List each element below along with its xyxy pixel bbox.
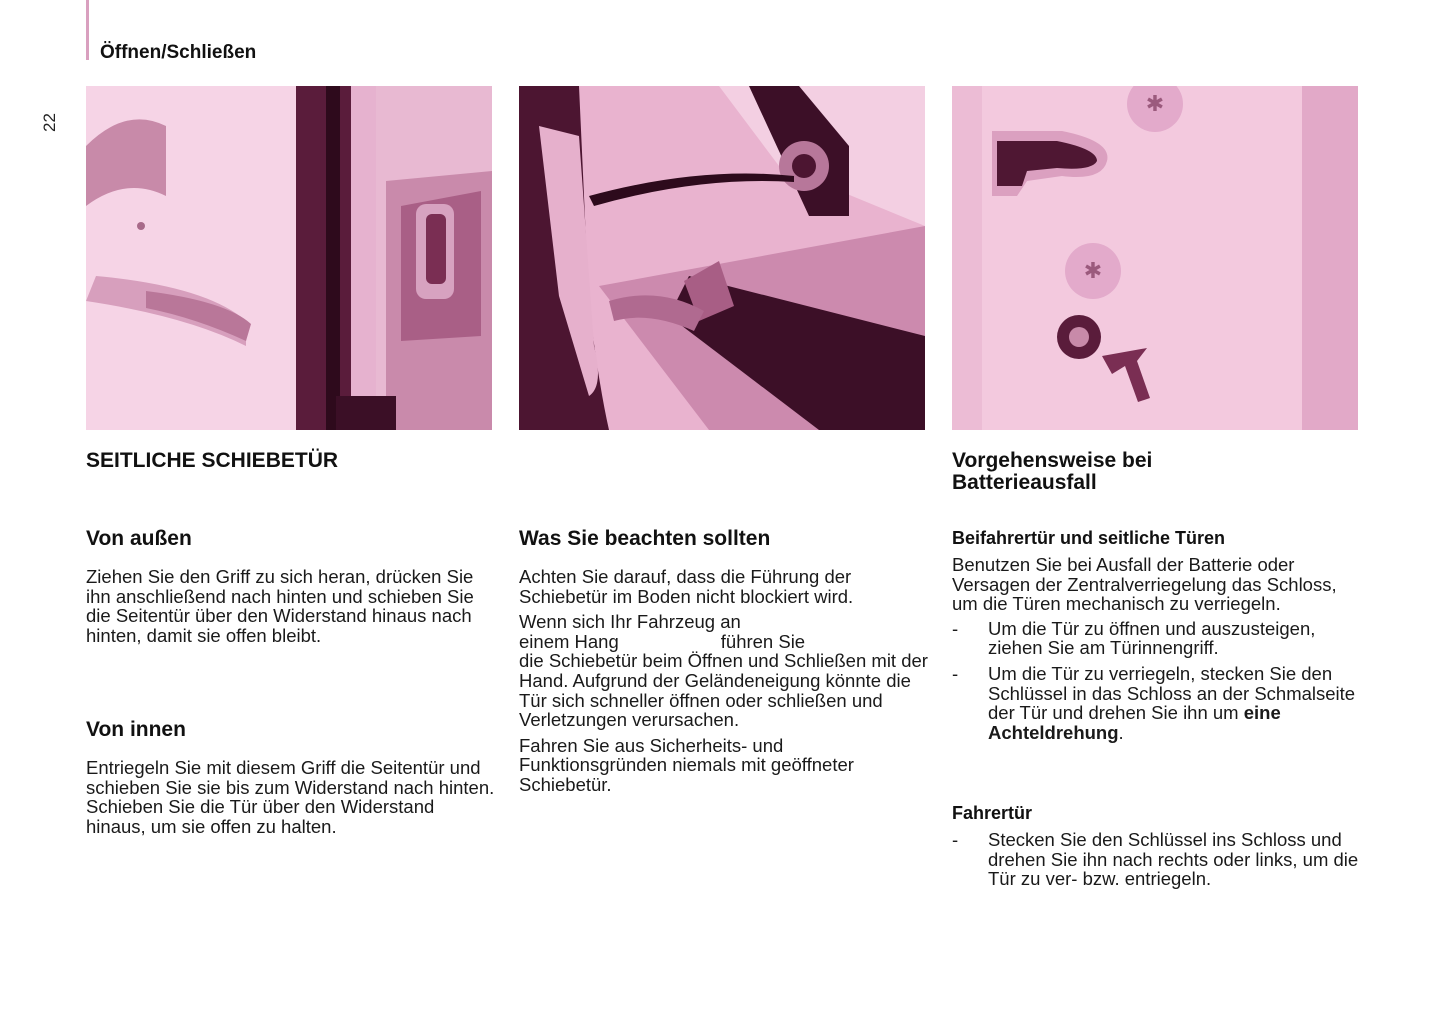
text-notes-slope-rest: die Schiebetür beim Öffnen und Schließen mit der Hand. Aufgrund der Geländeneigung könnte die Tür sich schneller öffnen oder schließen und Verletzungen verursachen. [519, 650, 928, 731]
text-lock-door-end: . [1118, 721, 1124, 743]
text-driver-door: Stecken Sie den Schlüssel ins Schloss und drehen Sie ihn nach rechts oder links, um die Tür zu ver- bzw. entriegeln. [988, 829, 1359, 890]
dash-mark: - [952, 829, 959, 850]
text-open-door: Um die Tür zu öffnen und auszusteigen, ziehen Sie am Türinnengriff. [988, 617, 1316, 659]
text-from-outside: Ziehen Sie den Griff zu sich heran, drücken Sie ihn anschließend nach hinten und schieben Sie die Seitentür über den Widerstand hinaus nach hinten, damit sie offen bleibt. [86, 566, 474, 646]
text-notes-slope-line1: Wenn sich Ihr Fahrzeug an [519, 611, 741, 633]
heading-from-outside: Von außen [86, 527, 192, 550]
section-title: Öffnen/Schließen [100, 42, 257, 63]
text-notes-safety: Fahren Sie aus Sicherheits- und Funktionsgründen niemals mit geöffneter Schiebetür. [519, 734, 854, 795]
text-notes-slope-hang: einem Hang [519, 630, 619, 652]
photo-sliding-door-exterior [86, 86, 492, 430]
dash-mark: - [952, 662, 959, 684]
page-number: 22 [40, 113, 59, 132]
text-lock-door: Um die Tür zu verriegeln, stecken Sie den Schlüssel in das Schloss an der Schmalseite der Tür und drehen Sie ihn um [988, 662, 1356, 724]
text-notes-slope [519, 612, 929, 730]
heading-sliding-door: SEITLICHE SCHIEBETÜR [86, 449, 339, 472]
svg-text:✱: ✱ [1145, 92, 1165, 117]
margin-rule [86, 0, 89, 60]
text-eighth-turn: eine Achteldrehung [988, 702, 1281, 743]
photo-floor-guide-rail [519, 86, 925, 430]
text-notes-guide: Achten Sie darauf, dass die Führung der Schiebetür im Boden nicht blockiert wird. [519, 566, 854, 607]
photo-door-lock [952, 86, 1358, 430]
heading-battery-failure-line1: Vorgehensweise bei [952, 449, 1153, 472]
text-passenger-doors: Benutzen Sie bei Ausfall der Batterie oder Versagen der Zentralverriegelung das Schloss, um die Türen mechanisch zu verriegeln. [952, 554, 1337, 615]
dash-mark: - [952, 617, 959, 639]
heading-battery-failure [952, 450, 1362, 494]
list-item-open-door [952, 619, 1362, 658]
subheading-passenger-doors: Beifahrertür und seitliche Türen [952, 528, 1226, 548]
subheading-driver-door: Fahrertür [952, 803, 1033, 823]
text-from-inside: Entriegeln Sie mit diesem Griff die Seitentür und schieben Sie sie bis zum Widerstand nach hinten. Schieben Sie die Tür über den Widerstand hinaus, um sie offen zu halten. [86, 757, 495, 837]
heading-from-inside: Von innen [86, 718, 186, 741]
list-item-lock-door [952, 664, 1362, 742]
text-notes-slope-guide: führen Sie [720, 630, 806, 652]
list-item-driver-door [952, 830, 1362, 889]
heading-battery-failure-line2: Batterieausfall [952, 471, 1097, 494]
heading-notes: Was Sie beachten sollten [519, 527, 771, 550]
svg-text:✱: ✱ [1083, 259, 1103, 284]
